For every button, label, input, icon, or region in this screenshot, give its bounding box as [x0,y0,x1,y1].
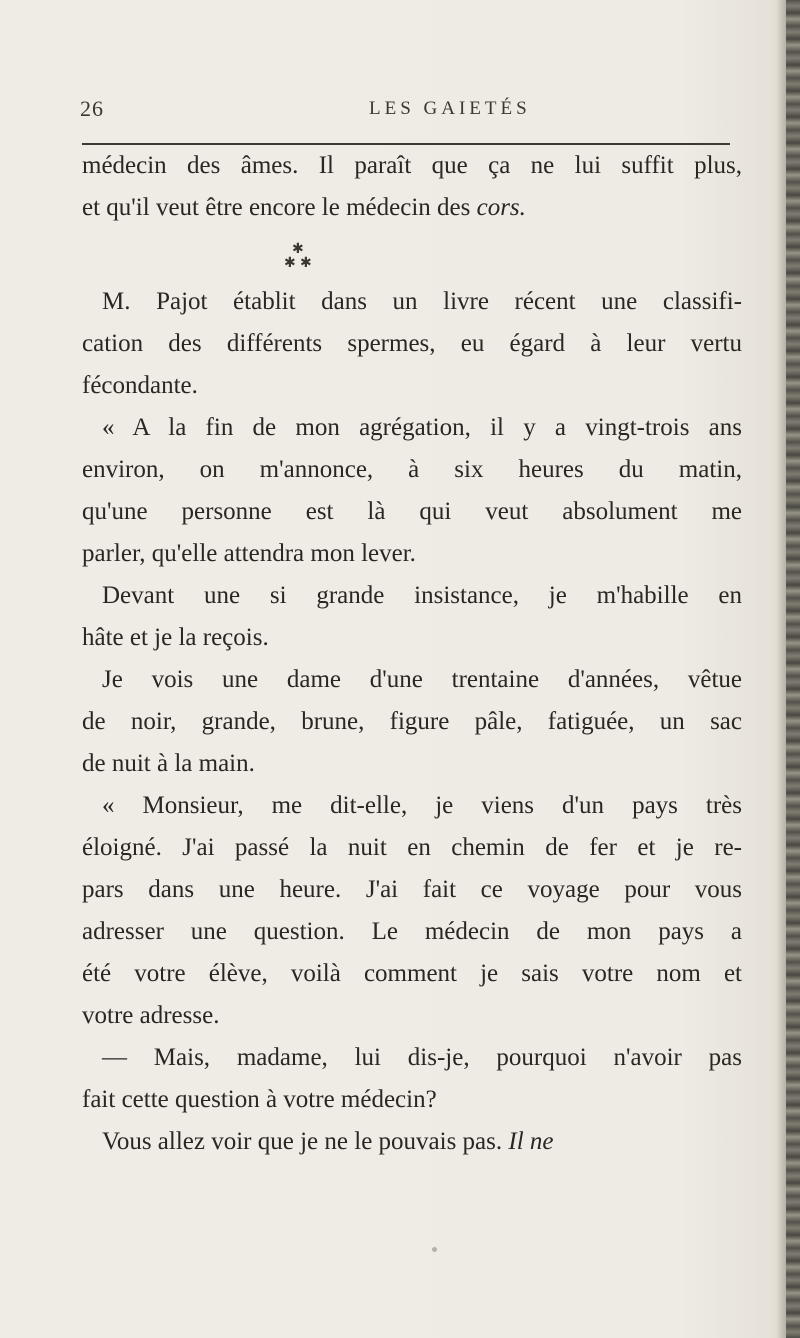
text-line: votre adresse. [82,1002,220,1029]
page-edge-shadow [776,0,786,1338]
paper-spot [432,1247,437,1252]
paragraph-1 [82,145,742,229]
paragraph-5 [82,659,742,785]
italic-word: cors. [476,194,526,221]
asterisk-icon: ✱ [292,242,304,257]
text-line: cation des différents spermes, eu égard à leur vertu [82,330,742,357]
text-line: de noir, grande, brune, figure pâle, fatiguée, un sac [82,708,742,735]
text-line: Vous allez voir que je ne le pouvais pas. Il ne [102,1128,554,1155]
section-break-asterism [82,229,742,281]
paragraph-6 [82,785,742,1037]
italic-word: Il ne [508,1128,554,1155]
text-line: Je vois une dame d'une trentaine d'années, vêtue [102,666,742,693]
text-line: et qu'il veut être encore le médecin des cors. [82,194,526,221]
text-line: médecin des âmes. Il paraît que ça ne lui suffit plus, [82,152,742,179]
text-line: M. Pajot établit dans un livre récent une classifi- [102,288,742,315]
page-header [80,92,760,126]
paragraph-7 [82,1037,742,1121]
paragraph-8 [82,1121,742,1163]
page-edge [786,0,800,1338]
paragraph-4 [82,575,742,659]
text-line: de nuit à la main. [82,750,255,777]
text-line: adresser une question. Le médecin de mon pays a [82,918,742,945]
paragraph-3 [82,407,742,575]
text-line: environ, on m'annonce, à six heures du matin, [82,456,742,483]
page-number: 26 [80,96,104,121]
text-line: hâte et je la reçois. [82,624,269,651]
text-line: « A la fin de mon agrégation, il y a vingt-trois ans [102,414,742,441]
paragraph-2 [82,281,742,407]
text-line: éloigné. J'ai passé la nuit en chemin de fer et je re- [82,834,742,861]
text-line: Devant une si grande insistance, je m'habille en [102,582,742,609]
text-line: « Monsieur, me dit-elle, je viens d'un pays très [102,792,742,819]
running-title: LES GAIETÉS [369,98,531,119]
text-line: fécondante. [82,372,198,399]
text-line: pars dans une heure. J'ai fait ce voyage pour vous [82,876,742,903]
text-line: parler, qu'elle attendra mon lever. [82,540,416,567]
text-line: — Mais, madame, lui dis-je, pourquoi n'avoir pas [102,1044,742,1071]
text-line: été votre élève, voilà comment je sais votre nom et [82,960,742,987]
text-line: fait cette question à votre médecin? [82,1086,437,1113]
body-text [82,145,742,1163]
asterisk-icon: ✱ [284,256,296,271]
asterisk-icon: ✱ [300,256,312,271]
text-line: qu'une personne est là qui veut absolument me [82,498,742,525]
